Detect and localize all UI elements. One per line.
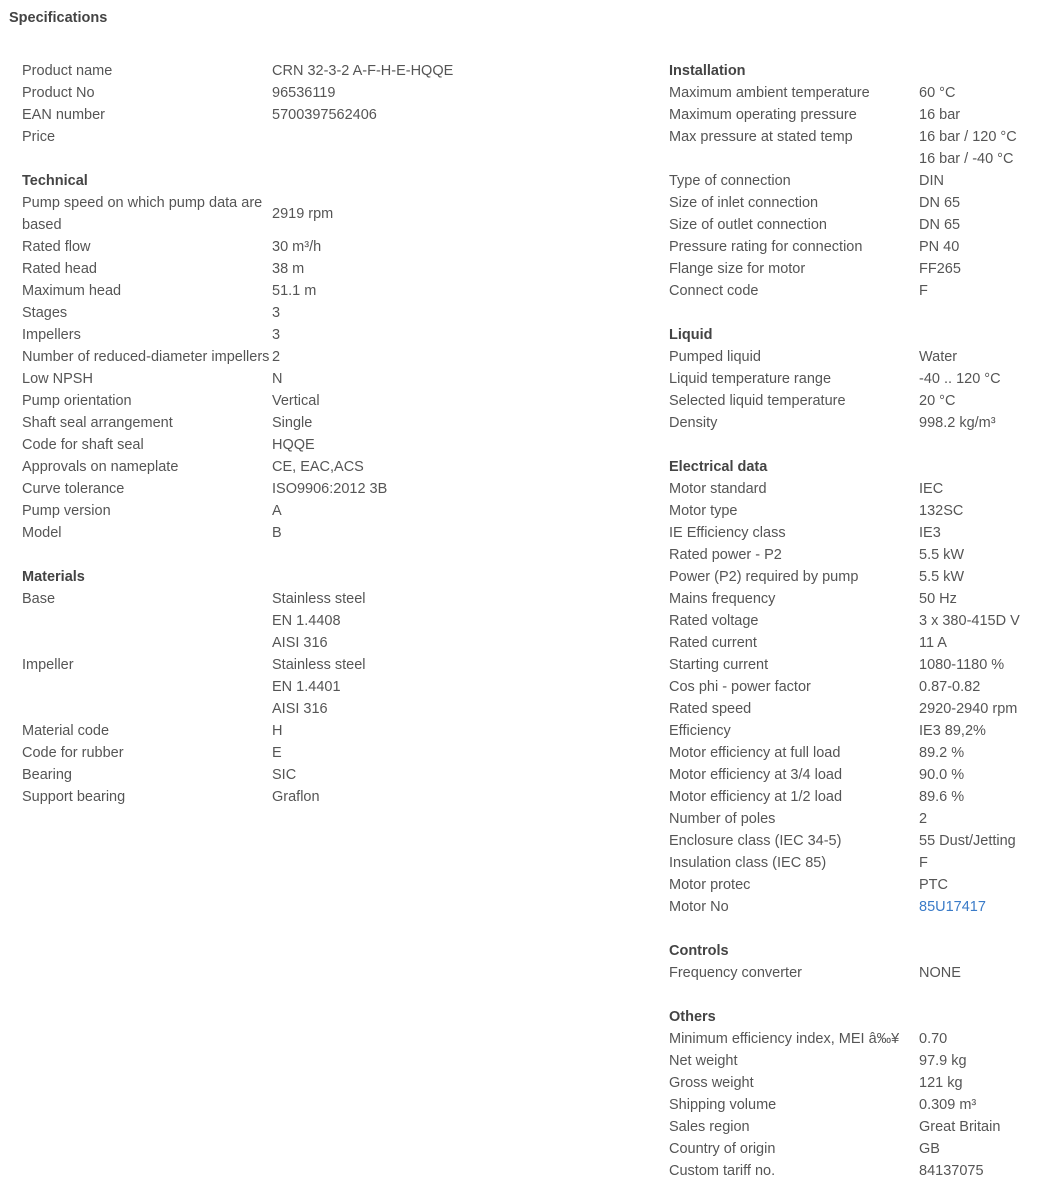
spec-value (919, 1028, 1039, 1050)
spec-label: Sales region (669, 1119, 750, 1135)
spec-value (272, 434, 462, 456)
spec-value-line: 0.87-0.82 (919, 679, 981, 695)
spec-value (272, 302, 462, 324)
spec-row (22, 742, 462, 764)
spec-label: EAN number (22, 107, 106, 123)
spec-row (22, 522, 462, 544)
spec-label: Rated flow (22, 239, 91, 255)
spec-row (669, 588, 1039, 610)
section-controls (669, 940, 1039, 984)
spec-value-line: Stainless steel (272, 657, 366, 673)
spec-label: Low NPSH (22, 371, 93, 387)
spec-row (669, 368, 1039, 390)
spec-value-line: NONE (919, 965, 961, 981)
spec-value-line: 5.5 kW (919, 547, 965, 563)
spec-label: Motor protec (669, 877, 751, 893)
spec-row (669, 830, 1039, 852)
spec-label: Cos phi - power factor (669, 679, 811, 695)
spec-value-line: DIN (919, 173, 944, 189)
spec-value (919, 544, 1039, 566)
spec-value-line: IE3 89,2% (919, 723, 986, 739)
page-title: Specifications (9, 10, 108, 26)
spec-row (22, 368, 462, 390)
spec-value (919, 412, 1039, 434)
spec-value (919, 258, 1039, 280)
spec-label: Pump orientation (22, 393, 132, 409)
spec-value-line: FF265 (919, 261, 961, 277)
spec-value-line: 121 kg (919, 1075, 963, 1091)
spec-value-line: H (272, 723, 283, 739)
spec-label: Product name (22, 63, 113, 79)
spec-row (22, 126, 462, 148)
spec-value-line: IEC (919, 481, 944, 497)
spec-value (272, 390, 462, 412)
section-heading-controls: Controls (669, 943, 729, 959)
spec-label: Number of poles (669, 811, 776, 827)
spec-value-line: SIC (272, 767, 297, 783)
spec-value (919, 610, 1039, 632)
spec-value-line: 2 (919, 811, 928, 827)
spec-row (22, 456, 462, 478)
spec-value (919, 478, 1039, 500)
spec-value (272, 368, 462, 390)
spec-value (919, 896, 1039, 918)
spec-value (919, 192, 1039, 214)
spec-label: Shipping volume (669, 1097, 777, 1113)
section-installation (669, 60, 1039, 302)
spec-label: Maximum operating pressure (669, 107, 857, 123)
spec-label: Insulation class (IEC 85) (669, 855, 827, 871)
spec-value (272, 60, 462, 82)
section-general (22, 60, 462, 148)
spec-label: Max pressure at stated temp (669, 129, 853, 145)
spec-label: Pump speed on which pump data are based (22, 195, 263, 233)
spec-value-line: PN 40 (919, 239, 960, 255)
spec-value-line: 5.5 kW (919, 569, 965, 585)
spec-value (919, 654, 1039, 676)
spec-label: Net weight (669, 1053, 738, 1069)
spec-value (272, 236, 462, 258)
spec-row (669, 236, 1039, 258)
spec-row (669, 896, 1039, 918)
spec-value (272, 478, 462, 500)
spec-value-line: 2 (272, 349, 281, 365)
spec-label: Motor No (669, 899, 729, 915)
section-electrical (669, 456, 1039, 918)
spec-value (919, 126, 1039, 170)
spec-label: Rated power - P2 (669, 547, 782, 563)
spec-value-line: E (272, 745, 282, 761)
spec-row (22, 412, 462, 434)
spec-row (669, 654, 1039, 676)
spec-label: Motor efficiency at full load (669, 745, 841, 761)
spec-value (919, 698, 1039, 720)
spec-value (919, 1138, 1039, 1160)
spec-value-line: 11 A (919, 635, 947, 651)
spec-label: Mains frequency (669, 591, 776, 607)
spec-value-line: HQQE (272, 437, 315, 453)
spec-row (669, 1094, 1039, 1116)
spec-value (919, 280, 1039, 302)
spec-value (919, 808, 1039, 830)
spec-label: Approvals on nameplate (22, 459, 179, 475)
spec-value (919, 742, 1039, 764)
spec-row (669, 1116, 1039, 1138)
spec-value (272, 786, 462, 808)
spec-value (919, 346, 1039, 368)
spec-value (272, 346, 462, 368)
spec-value (272, 522, 462, 544)
spec-row (669, 874, 1039, 896)
spec-label: Power (P2) required by pump (669, 569, 859, 585)
spec-label: Maximum head (22, 283, 122, 299)
spec-label: Pump version (22, 503, 111, 519)
spec-row (669, 632, 1039, 654)
spec-row (669, 104, 1039, 126)
spec-value-line: 90.0 % (919, 767, 965, 783)
spec-label: Connect code (669, 283, 759, 299)
spec-label: Base (22, 591, 56, 607)
spec-label: Rated voltage (669, 613, 759, 629)
spec-value (919, 1160, 1039, 1182)
spec-row (669, 478, 1039, 500)
section-others (669, 1006, 1039, 1182)
spec-label: Impeller (22, 657, 74, 673)
spec-label: Motor standard (669, 481, 767, 497)
spec-value-line: 2920-2940 rpm (919, 701, 1018, 717)
spec-value (919, 786, 1039, 808)
spec-value (919, 236, 1039, 258)
spec-row (669, 522, 1039, 544)
spec-label: Maximum ambient temperature (669, 85, 870, 101)
spec-value-line: 30 m³/h (272, 239, 322, 255)
spec-row (22, 82, 462, 104)
spec-value-line: 1080-1180 % (919, 657, 1005, 673)
spec-value (919, 962, 1039, 984)
spec-value-line: A (272, 503, 282, 519)
spec-row (669, 720, 1039, 742)
spec-value-line: AISI 316 (272, 701, 328, 717)
spec-value-line: 3 (272, 305, 281, 321)
spec-value-line: AISI 316 (272, 635, 328, 651)
spec-value-line: 51.1 m (272, 283, 317, 299)
spec-row (669, 962, 1039, 984)
spec-value-line: 16 bar / -40 °C (919, 151, 1014, 167)
spec-value (272, 82, 462, 104)
spec-row (669, 610, 1039, 632)
spec-value-line: B (272, 525, 282, 541)
spec-value-line: 0.70 (919, 1031, 948, 1047)
spec-row (669, 1138, 1039, 1160)
spec-label: Minimum efficiency index, MEI â‰¥ (669, 1031, 900, 1047)
spec-label: Code for shaft seal (22, 437, 144, 453)
motor-no-link[interactable]: 85U17417 (919, 899, 986, 915)
spec-value-line: Great Britain (919, 1119, 1001, 1135)
spec-value (919, 390, 1039, 412)
spec-label: Rated speed (669, 701, 752, 717)
spec-row (669, 214, 1039, 236)
spec-value (919, 500, 1039, 522)
spec-value (919, 1050, 1039, 1072)
spec-value (272, 412, 462, 434)
spec-row (669, 1050, 1039, 1072)
spec-row (669, 786, 1039, 808)
spec-value-line: 97.9 kg (919, 1053, 967, 1069)
spec-row (22, 390, 462, 412)
spec-value (919, 170, 1039, 192)
spec-label: Size of outlet connection (669, 217, 827, 233)
spec-row (22, 258, 462, 280)
section-heading-others: Others (669, 1009, 716, 1025)
spec-label: Rated head (22, 261, 97, 277)
spec-value (919, 82, 1039, 104)
spec-value (919, 1094, 1039, 1116)
spec-value (272, 104, 462, 126)
spec-value-line: F (919, 855, 928, 871)
section-heading-materials: Materials (22, 569, 85, 585)
spec-value-line: Single (272, 415, 313, 431)
spec-value-line: 96536119 (272, 85, 336, 101)
spec-value-line: IE3 (919, 525, 941, 541)
spec-value (919, 764, 1039, 786)
spec-value (919, 874, 1039, 896)
spec-value-line: CRN 32-3-2 A-F-H-E-HQQE (272, 63, 454, 79)
spec-row (669, 500, 1039, 522)
spec-value-line: -40 .. 120 °C (919, 371, 1001, 387)
spec-label: Type of connection (669, 173, 791, 189)
left-column (22, 60, 462, 830)
spec-label: Bearing (22, 767, 72, 783)
right-column (669, 60, 1039, 1204)
spec-value (272, 588, 462, 654)
spec-value-line: N (272, 371, 283, 387)
spec-row (22, 236, 462, 258)
spec-value-line: Vertical (272, 393, 320, 409)
section-liquid (669, 324, 1039, 434)
spec-value (919, 720, 1039, 742)
spec-value (272, 720, 462, 742)
spec-label: Efficiency (669, 723, 731, 739)
spec-value-line: CE, EAC,ACS (272, 459, 364, 475)
spec-label: Price (22, 129, 56, 145)
spec-value-line: 38 m (272, 261, 305, 277)
section-technical (22, 170, 462, 544)
spec-value-line: Graflon (272, 789, 320, 805)
spec-label: Product No (22, 85, 95, 101)
spec-label: Material code (22, 723, 110, 739)
spec-value (919, 368, 1039, 390)
spec-row (22, 302, 462, 324)
section-materials (22, 566, 462, 808)
spec-row (669, 764, 1039, 786)
spec-row (669, 1028, 1039, 1050)
spec-label: Country of origin (669, 1141, 776, 1157)
spec-label: Starting current (669, 657, 769, 673)
spec-row (669, 346, 1039, 368)
spec-value-line: 3 (272, 327, 281, 343)
spec-value-line: 3 x 380-415D V (919, 613, 1020, 629)
spec-value-line: F (919, 283, 928, 299)
spec-row (669, 82, 1039, 104)
spec-row (669, 544, 1039, 566)
spec-value (272, 324, 462, 346)
spec-row (22, 434, 462, 456)
spec-row (22, 588, 462, 654)
spec-value (919, 588, 1039, 610)
spec-value-line: 16 bar (919, 107, 961, 123)
section-heading-electrical: Electrical data (669, 459, 768, 475)
spec-value (272, 742, 462, 764)
spec-label: Stages (22, 305, 68, 321)
spec-label: Support bearing (22, 789, 126, 805)
spec-row (669, 412, 1039, 434)
spec-value (272, 456, 462, 478)
spec-row (669, 192, 1039, 214)
spec-label: Custom tariff no. (669, 1163, 776, 1179)
spec-label: Density (669, 415, 718, 431)
spec-value-line: 60 °C (919, 85, 956, 101)
spec-value (919, 522, 1039, 544)
spec-row (669, 808, 1039, 830)
spec-label: Motor efficiency at 1/2 load (669, 789, 843, 805)
spec-value-line: 89.6 % (919, 789, 965, 805)
spec-row (22, 786, 462, 808)
spec-label: Frequency converter (669, 965, 802, 981)
spec-row (22, 654, 462, 720)
spec-row (22, 280, 462, 302)
spec-row (22, 192, 462, 236)
spec-label: Rated current (669, 635, 757, 651)
spec-value-line: DN 65 (919, 217, 961, 233)
spec-label: Pressure rating for connection (669, 239, 863, 255)
spec-row (22, 500, 462, 522)
spec-label: Enclosure class (IEC 34-5) (669, 833, 842, 849)
spec-label: Model (22, 525, 62, 541)
spec-row (669, 1072, 1039, 1094)
section-heading-liquid: Liquid (669, 327, 713, 343)
spec-row (669, 742, 1039, 764)
spec-row (669, 258, 1039, 280)
spec-value (919, 830, 1039, 852)
spec-value-line: Water (919, 349, 958, 365)
spec-value-line: ISO9906:2012 3B (272, 481, 388, 497)
spec-row (22, 720, 462, 742)
spec-label: IE Efficiency class (669, 525, 786, 541)
spec-value-line: EN 1.4401 (272, 679, 341, 695)
spec-row (22, 60, 462, 82)
spec-value (272, 654, 462, 720)
spec-value (919, 632, 1039, 654)
spec-value-line: 16 bar / 120 °C (919, 129, 1017, 145)
spec-value-line: 20 °C (919, 393, 956, 409)
spec-value-line: EN 1.4408 (272, 613, 341, 629)
spec-value (919, 566, 1039, 588)
spec-row (669, 126, 1039, 170)
spec-label: Gross weight (669, 1075, 754, 1091)
spec-value-line: 132SC (919, 503, 964, 519)
spec-label: Flange size for motor (669, 261, 806, 277)
spec-label: Selected liquid temperature (669, 393, 846, 409)
spec-row (669, 390, 1039, 412)
spec-value (919, 104, 1039, 126)
spec-value (919, 1116, 1039, 1138)
spec-row (669, 566, 1039, 588)
spec-value-line: 2919 rpm (272, 206, 334, 222)
spec-label: Size of inlet connection (669, 195, 819, 211)
spec-row (669, 698, 1039, 720)
spec-value-line: 55 Dust/Jetting (919, 833, 1016, 849)
spec-value-line: 84137075 (919, 1163, 984, 1179)
spec-label: Shaft seal arrangement (22, 415, 173, 431)
spec-row (669, 170, 1039, 192)
spec-row (22, 478, 462, 500)
spec-value (919, 676, 1039, 698)
spec-label: Motor efficiency at 3/4 load (669, 767, 843, 783)
spec-value (272, 280, 462, 302)
spec-value-line: 0.309 m³ (919, 1097, 977, 1113)
spec-label: Motor type (669, 503, 738, 519)
section-heading-technical: Technical (22, 173, 88, 189)
spec-row (22, 104, 462, 126)
spec-value-line: 5700397562406 (272, 107, 377, 123)
spec-row (669, 676, 1039, 698)
spec-value (272, 500, 462, 522)
spec-row (669, 1160, 1039, 1182)
spec-row (669, 280, 1039, 302)
spec-row (22, 346, 462, 368)
spec-value (272, 258, 462, 280)
spec-value (919, 1072, 1039, 1094)
spec-label: Impellers (22, 327, 81, 343)
spec-row (22, 324, 462, 346)
spec-value-line: Stainless steel (272, 591, 366, 607)
spec-label: Curve tolerance (22, 481, 125, 497)
spec-value (919, 852, 1039, 874)
spec-value-line: 89.2 % (919, 745, 965, 761)
spec-value-line: 998.2 kg/m³ (919, 415, 996, 431)
spec-value-line: 50 Hz (919, 591, 957, 607)
spec-value-line: GB (919, 1141, 940, 1157)
section-heading-installation: Installation (669, 63, 746, 79)
spec-value (272, 203, 462, 225)
spec-row (22, 764, 462, 786)
spec-value-line: DN 65 (919, 195, 961, 211)
spec-value (919, 214, 1039, 236)
spec-value (272, 764, 462, 786)
spec-label: Number of reduced-diameter impellers (22, 349, 270, 365)
spec-value-line: PTC (919, 877, 948, 893)
spec-label: Liquid temperature range (669, 371, 832, 387)
spec-row (669, 852, 1039, 874)
spec-label: Code for rubber (22, 745, 124, 761)
spec-label: Pumped liquid (669, 349, 761, 365)
